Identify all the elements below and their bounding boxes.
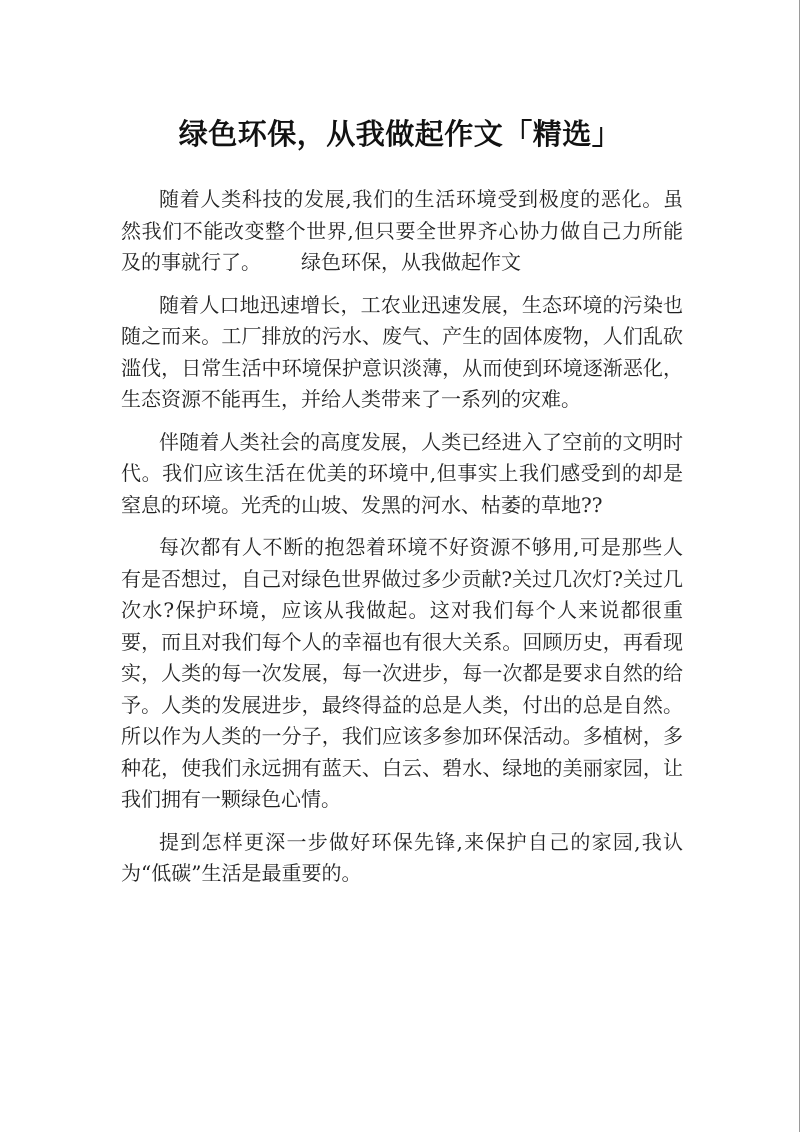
paragraph-1-text: 随着人类科技的发展,我们的生活环境受到极度的恶化。虽然我们不能改变整个世界,但只要全世界齐心协力做自己力所能及的事就行了。 bbox=[121, 187, 683, 274]
document-body bbox=[121, 184, 683, 901]
inline-subheading: 绿色环保，从我做起作文 bbox=[301, 250, 521, 274]
paragraph-1 bbox=[121, 184, 683, 279]
paragraph-3: 伴随着人类社会的高度发展，人类已经进入了空前的文明时代。我们应该生活在优美的环境中,但事实上我们感受到的却是窒息的环境。光秃的山坡、发黑的河水、枯萎的草地?? bbox=[121, 429, 683, 517]
paragraph-4: 每次都有人不断的抱怨着环境不好资源不够用,可是那些人有是否想过，自己对绿色世界做过多少贡献?关过几次灯?关过几次水?保护环境，应该从我做起。这对我们每个人来说都很重要，而且对我们每个人的幸福也有很大关系。回顾历史，再看现实，人类的每一次发展，每一次进步，每一次都是要求自然的给予。人类的发展进步，最终得益的总是人类，付出的总是自然。所以作为人类的一分子，我们应该多参加环保活动。多植树，多种花，使我们永远拥有蓝天、白云、碧水、绿地的美丽家园，让我们拥有一颗绿色心情。 bbox=[121, 535, 683, 811]
paragraph-2: 随着人口地迅速增长，工农业迅速发展，生态环境的污染也随之而来。工厂排放的污水、废气、产生的固体废物，人们乱砍滥伐，日常生活中环境保护意识淡薄，从而使到环境逐渐恶化，生态资源不能再生，并给人类带来了一系列的灾难。 bbox=[121, 292, 683, 411]
paragraph-5: 提到怎样更深一步做好环保先锋,来保护自己的家园,我认为“低碳”生活是最重要的。 bbox=[121, 829, 683, 885]
document-title: 绿色环保，从我做起作文「精选」 bbox=[178, 117, 622, 151]
